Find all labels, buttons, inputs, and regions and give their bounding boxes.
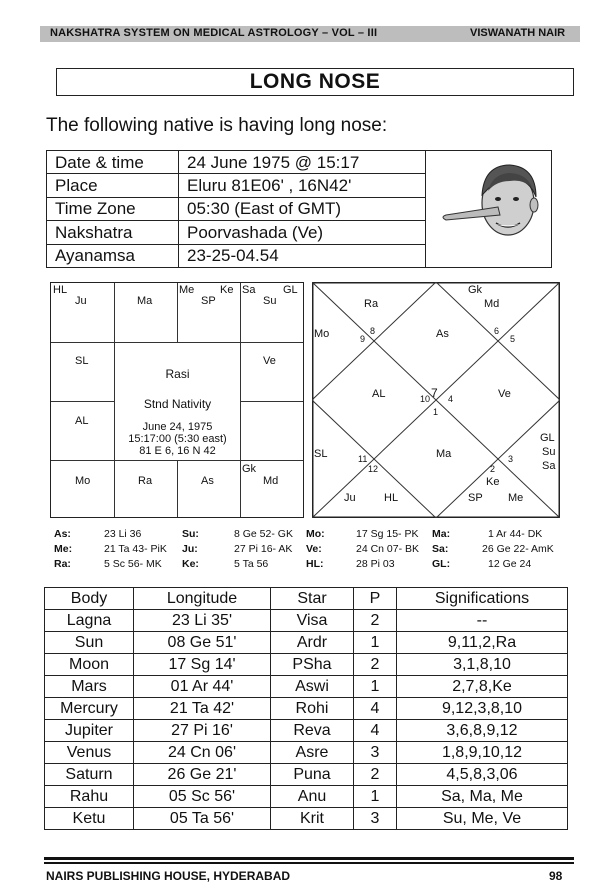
rasi-house-label: Ju: [75, 295, 87, 307]
navamsa-sign-number: 4: [448, 394, 454, 404]
table-cell: Lagna: [45, 610, 134, 632]
table-row: [45, 698, 568, 720]
longitude-key: Ma:: [432, 528, 451, 540]
longitude-key: GL:: [432, 558, 451, 570]
table-cell: 3: [354, 742, 397, 764]
column-header: P: [354, 588, 397, 610]
table-cell: 05 Sc 56': [134, 786, 271, 808]
page-number: 98: [549, 869, 563, 883]
birth-details-table: [46, 150, 552, 268]
navamsa-label: Ke: [486, 476, 500, 488]
navamsa-label: SP: [468, 492, 483, 504]
table-cell: 3,1,8,10: [397, 654, 568, 676]
table-cell: 26 Ge 21': [134, 764, 271, 786]
birth-label: Nakshatra: [47, 221, 179, 244]
navamsa-sign-number: 8: [370, 326, 376, 336]
navamsa-grid: [312, 282, 560, 518]
navamsa-label: Me: [508, 492, 524, 504]
navamsa-sign-number: 6: [494, 326, 500, 336]
longitude-value: 5 Ta 56: [234, 558, 269, 570]
table-cell: 4: [354, 720, 397, 742]
navamsa-label: Ju: [344, 492, 356, 504]
rasi-house-label: SL: [75, 355, 89, 367]
table-cell: PSha: [271, 654, 354, 676]
table-cell: 9,12,3,8,10: [397, 698, 568, 720]
header-book-title: NAKSHATRA SYSTEM ON MEDICAL ASTROLOGY – VOL – III: [50, 27, 378, 39]
table-cell: 24 Cn 06': [134, 742, 271, 764]
table-cell: Saturn: [45, 764, 134, 786]
footer-rule: [44, 857, 574, 860]
navamsa-label: Gk: [468, 284, 483, 296]
rasi-house-label: HL: [53, 284, 68, 296]
table-header-row: [45, 588, 568, 610]
table-cell: 1: [354, 676, 397, 698]
table-cell: Puna: [271, 764, 354, 786]
longitude-key: Ve:: [306, 543, 322, 555]
header-author: VISWANATH NAIR: [470, 27, 566, 39]
table-cell: Sun: [45, 632, 134, 654]
table-cell: 1: [354, 632, 397, 654]
longitude-key: Sa:: [432, 543, 449, 555]
rasi-house-label: SP: [201, 295, 216, 307]
birth-label: Time Zone: [47, 197, 179, 220]
table-cell: Asre: [271, 742, 354, 764]
grid-line: [240, 401, 303, 402]
grid-line: [51, 342, 303, 343]
table-cell: Rahu: [45, 786, 134, 808]
birth-value: Poorvashada (Ve): [179, 221, 426, 244]
birth-label: Date & time: [47, 151, 179, 174]
table-cell: 05 Ta 56': [134, 808, 271, 830]
table-row: [45, 632, 568, 654]
table-cell: 2,7,8,Ke: [397, 676, 568, 698]
longitude-value: 26 Ge 22- AmK: [482, 543, 554, 555]
navamsa-sign-number: 11: [358, 454, 368, 464]
table-row: [45, 720, 568, 742]
illustration-cell: [426, 151, 552, 268]
navamsa-label: SL: [314, 448, 328, 460]
grid-line: [51, 401, 114, 402]
longitude-value: 17 Sg 15- PK: [356, 528, 419, 540]
page-title: LONG NOSE: [249, 70, 381, 93]
birth-value: 24 June 1975 @ 15:17: [179, 151, 426, 174]
table-cell: 21 Ta 42': [134, 698, 271, 720]
longitude-value: 24 Cn 07- BK: [356, 543, 420, 555]
navamsa-sign-number: 5: [510, 334, 516, 344]
rasi-house-label: Ra: [138, 475, 153, 487]
birth-label: Place: [47, 174, 179, 197]
table-cell: Reva: [271, 720, 354, 742]
table-cell: Krit: [271, 808, 354, 830]
table-cell: 2: [354, 764, 397, 786]
table-cell: 2: [354, 654, 397, 676]
table-row: [45, 654, 568, 676]
longitude-key: Ju:: [182, 543, 198, 555]
title-box: [56, 68, 574, 96]
table-cell: 4: [354, 698, 397, 720]
table-cell: 3: [354, 808, 397, 830]
table-cell: 01 Ar 44': [134, 676, 271, 698]
table-cell: Anu: [271, 786, 354, 808]
navamsa-label: GL: [540, 432, 555, 444]
table-cell: 4,5,8,3,06: [397, 764, 568, 786]
navamsa-sign-number: 12: [368, 464, 379, 474]
column-header: Star: [271, 588, 354, 610]
navamsa-label: Su: [542, 446, 556, 458]
rasi-house-label: As: [201, 475, 214, 487]
rasi-center-coords: 81 E 6, 16 N 42: [139, 445, 216, 457]
rasi-center-subtitle: Stnd Nativity: [143, 397, 212, 411]
navamsa-label: Ra: [364, 298, 379, 310]
table-row: [47, 151, 552, 174]
table-cell: 1,8,9,10,12: [397, 742, 568, 764]
footer-rule: [44, 862, 574, 864]
footer-publisher: NAIRS PUBLISHING HOUSE, HYDERABAD: [46, 869, 291, 883]
table-cell: Aswi: [271, 676, 354, 698]
grid-line: [177, 460, 178, 517]
navamsa-sign-number: 10: [420, 394, 431, 404]
table-cell: Rohi: [271, 698, 354, 720]
table-cell: Su, Me, Ve: [397, 808, 568, 830]
table-cell: 27 Pi 16': [134, 720, 271, 742]
table-cell: Mercury: [45, 698, 134, 720]
table-cell: Moon: [45, 654, 134, 676]
rasi-house-label: Md: [263, 475, 279, 487]
table-row: [45, 808, 568, 830]
table-row: [45, 610, 568, 632]
rasi-chart: [50, 282, 304, 518]
column-header: Body: [45, 588, 134, 610]
grid-line: [240, 283, 241, 517]
rasi-house-label: Sa: [242, 284, 256, 296]
rasi-house-label: AL: [75, 415, 89, 427]
table-row: [45, 764, 568, 786]
longitude-value: 27 Pi 16- AK: [234, 543, 293, 555]
rasi-center-time: 15:17:00 (5:30 east): [128, 433, 227, 445]
table-cell: 17 Sg 14': [134, 654, 271, 676]
table-cell: 9,11,2,Ra: [397, 632, 568, 654]
rasi-house-label: Mo: [75, 475, 91, 487]
rasi-center-title: Rasi: [165, 367, 190, 381]
longitude-value: 23 Li 36: [104, 528, 142, 540]
longitude-key: Ke:: [182, 558, 199, 570]
longitude-value: 8 Ge 52- GK: [234, 528, 293, 540]
table-cell: Sa, Ma, Me: [397, 786, 568, 808]
column-header: Significations: [397, 588, 568, 610]
navamsa-label: HL: [384, 492, 399, 504]
navamsa-sign-number: 7: [431, 386, 438, 400]
table-cell: --: [397, 610, 568, 632]
rasi-house-label: Me: [179, 284, 195, 296]
rasi-center-date: June 24, 1975: [142, 421, 213, 433]
navamsa-label: AL: [372, 388, 386, 400]
navamsa-sign-number: 3: [508, 454, 514, 464]
rasi-house-label: Gk: [242, 463, 257, 475]
column-header: Longitude: [134, 588, 271, 610]
table-cell: Jupiter: [45, 720, 134, 742]
grid-line: [177, 283, 178, 342]
navamsa-label: Ma: [436, 448, 452, 460]
longitude-value: 1 Ar 44- DK: [488, 528, 543, 540]
longitude-key: As:: [54, 528, 71, 540]
significations-table: [44, 587, 568, 830]
table-cell: 23 Li 35': [134, 610, 271, 632]
longitude-key: Ra:: [54, 558, 71, 570]
rasi-house-label: GL: [283, 284, 298, 296]
intro-text: The following native is having long nose:: [46, 115, 388, 136]
table-row: [45, 786, 568, 808]
planet-longitudes: [50, 528, 570, 576]
long-nose-face-illustration: [426, 151, 551, 263]
table-cell: Venus: [45, 742, 134, 764]
birth-value: 05:30 (East of GMT): [179, 197, 426, 220]
table-cell: Mars: [45, 676, 134, 698]
longitude-key: Me:: [54, 543, 73, 555]
navamsa-label: Sa: [542, 460, 556, 472]
navamsa-label: Ve: [498, 388, 511, 400]
birth-value: 23-25-04.54: [179, 244, 426, 267]
longitude-key: HL:: [306, 558, 324, 570]
table-cell: 3,6,8,9,12: [397, 720, 568, 742]
table-row: [45, 742, 568, 764]
birth-label: Ayanamsa: [47, 244, 179, 267]
navamsa-sign-number: 2: [490, 464, 496, 474]
navamsa-label: Md: [484, 298, 500, 310]
navamsa-sign-number: 1: [433, 407, 439, 417]
table-cell: 08 Ge 51': [134, 632, 271, 654]
table-row: [45, 676, 568, 698]
grid-line: [51, 460, 303, 461]
longitude-value: 21 Ta 43- PiK: [104, 543, 167, 555]
longitude-key: Mo:: [306, 528, 325, 540]
longitude-value: 28 Pi 03: [356, 558, 395, 570]
navamsa-sign-number: 9: [360, 334, 366, 344]
table-cell: Ardr: [271, 632, 354, 654]
table-cell: 2: [354, 610, 397, 632]
longitude-value: 5 Sc 56- MK: [104, 558, 162, 570]
longitude-value: 12 Ge 24: [488, 558, 532, 570]
navamsa-label: Mo: [314, 328, 330, 340]
longitude-key: Su:: [182, 528, 199, 540]
navamsa-label: As: [436, 328, 449, 340]
birth-value: Eluru 81E06' , 16N42': [179, 174, 426, 197]
rasi-house-label: Su: [263, 295, 277, 307]
table-cell: Ketu: [45, 808, 134, 830]
navamsa-chart: [312, 282, 560, 518]
rasi-house-label: Ke: [220, 284, 234, 296]
rasi-house-label: Ma: [137, 295, 153, 307]
table-cell: 1: [354, 786, 397, 808]
table-cell: Visa: [271, 610, 354, 632]
rasi-house-label: Ve: [263, 355, 276, 367]
